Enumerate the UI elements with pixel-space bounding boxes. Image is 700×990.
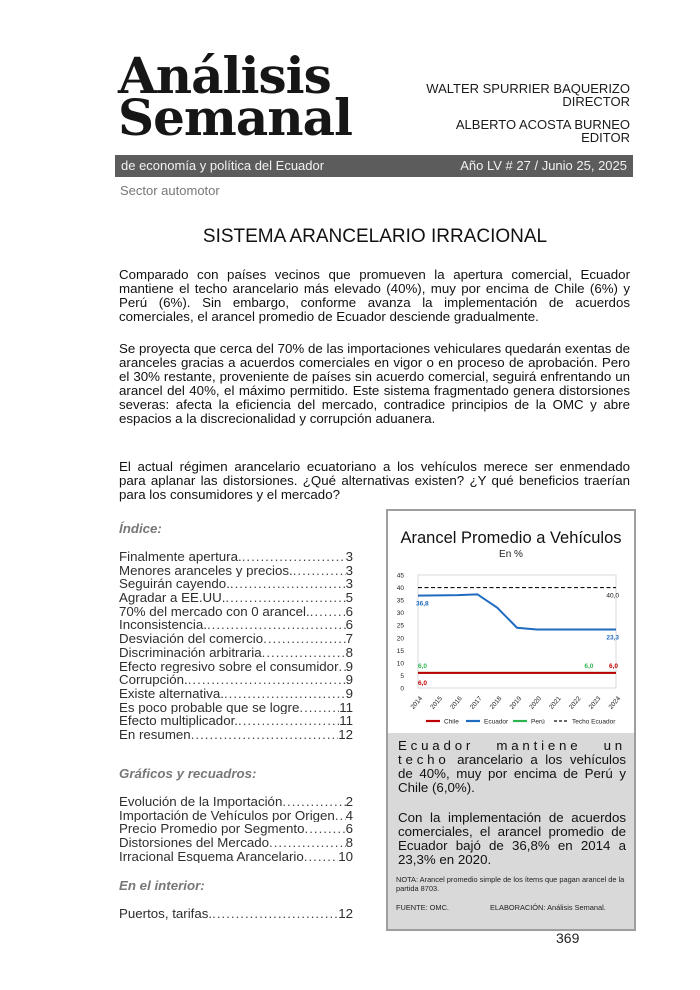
- toc-entry-page: 10: [338, 849, 353, 864]
- toc-entry-label: Es poco probable que se logre: [119, 700, 300, 715]
- toc-index-entry[interactable]: [119, 660, 353, 674]
- x-tick-label: 2018: [488, 695, 504, 711]
- toc-entry-page: 7: [345, 632, 353, 646]
- toc-leader-dots: [299, 701, 339, 715]
- toc-leader-dots: [304, 850, 338, 864]
- editor-role: EDITOR: [581, 130, 630, 145]
- toc-index-entry[interactable]: [119, 673, 353, 687]
- toc-entry-label: 70% del mercado con 0 arancel.: [119, 604, 310, 619]
- toc-entry-label: Inconsistencia.: [119, 618, 207, 633]
- director-role: DIRECTOR: [562, 94, 630, 109]
- toc-entry-label: Distorsiones del Mercado: [119, 836, 270, 850]
- toc-charts-heading: Gráficos y recuadros:: [119, 766, 257, 781]
- chart-title: Arancel Promedio a Vehículos: [400, 529, 622, 547]
- article-title: SISTEMA ARANCELARIO IRRACIONAL: [202, 226, 548, 247]
- toc-index: [119, 521, 353, 742]
- toc-entry-label: Precio Promedio por Segmento: [119, 822, 305, 837]
- toc-entry-page: 9: [345, 686, 353, 701]
- chart-elaboration: ELABORACIÓN: Análisis Semanal.: [490, 903, 606, 912]
- y-tick-label: 10: [396, 660, 404, 668]
- toc-charts-entry[interactable]: [119, 850, 353, 864]
- toc-charts-list: [119, 795, 353, 863]
- toc-leader-dots: [310, 605, 346, 619]
- toc-entry-label: Existe alternativa.: [119, 686, 224, 701]
- x-tick-label: 2016: [449, 695, 464, 711]
- toc-entry-page: 8: [345, 836, 353, 850]
- toc-inside-entry[interactable]: [119, 907, 353, 921]
- toc-leader-dots: [224, 687, 346, 701]
- toc-entry-label: Corrupción.: [119, 673, 188, 687]
- toc-index-list: [119, 550, 353, 742]
- toc-index-heading: Índice:: [119, 521, 162, 536]
- y-tick-label: 45: [396, 572, 404, 580]
- toc-entry-label: Efecto multiplicador.: [119, 714, 238, 728]
- toc-leader-dots: [263, 632, 345, 646]
- sidebar-text-2: Con la implementación de acuerdos comerciales, el arancel promedio de Ecuador bajó de 36,8% en 2014 a 23,3% en 2020.: [398, 810, 626, 867]
- toc-index-entry[interactable]: [119, 577, 353, 591]
- chart-source: FUENTE: OMC.: [396, 903, 449, 912]
- tagline: de economía y política del Ecuador: [121, 158, 325, 173]
- toc-index-entry[interactable]: [119, 550, 353, 564]
- toc-charts-entry[interactable]: [119, 809, 353, 823]
- chile-start-label: 6,0: [418, 679, 428, 687]
- toc-charts-entry[interactable]: [119, 836, 353, 850]
- toc-index-entry[interactable]: [119, 714, 353, 728]
- toc-entry-label: Evolución de la Importación: [119, 795, 283, 809]
- toc-entry-page: 11: [339, 714, 353, 728]
- toc-leader-dots: [238, 714, 339, 728]
- toc-entry-label: Puertos, tarifas.: [119, 907, 213, 921]
- plot-area: [418, 575, 616, 688]
- y-tick-label: 15: [396, 647, 404, 655]
- y-tick-label: 20: [396, 635, 404, 643]
- ecuador-end-label: 23,3: [606, 634, 619, 642]
- toc-leader-dots: [339, 660, 346, 674]
- toc-entry-page: 2: [345, 795, 353, 809]
- page-number: 369: [556, 930, 580, 946]
- toc-leader-dots: [225, 591, 345, 605]
- toc-entry-label: Importación de Vehículos por Origen: [119, 808, 335, 823]
- toc-entry-label: Irracional Esquema Arancelario: [119, 849, 304, 864]
- legend-label: Ecuador: [484, 718, 509, 726]
- peru-start-label: 6,0: [418, 662, 428, 670]
- toc-entry-page: 5: [345, 591, 353, 605]
- toc-leader-dots: [188, 673, 346, 687]
- logo-line-2: Semanal: [118, 88, 352, 147]
- y-tick-label: 30: [396, 610, 404, 618]
- chart-note: NOTA: Arancel promedio simple de los ítems que pagan arancel de la partida 8703.: [396, 875, 625, 893]
- chart-box: [386, 509, 636, 931]
- toc-entry-label: Seguirán cayendo.: [119, 577, 230, 592]
- paragraph-3: El actual régimen arancelario ecuatoriano a los vehículos merece ser enmendado para aplanar las distorsiones. ¿Qué alternativas existen? ¿Y qué beneficios traerían para los consumidores y el mercado?: [119, 459, 630, 502]
- ecuador-start-label: 36,8: [416, 600, 429, 608]
- y-tick-label: 40: [396, 585, 404, 593]
- x-tick-label: 2017: [468, 695, 484, 711]
- toc-charts-entry[interactable]: [119, 822, 353, 836]
- toc-leader-dots: [207, 618, 346, 632]
- x-tick-label: 2021: [548, 695, 563, 711]
- toc-entry-page: 3: [345, 577, 353, 592]
- x-tick-label: 2024: [607, 695, 623, 711]
- legend-label: Techo Ecuador: [572, 718, 616, 726]
- toc-entry-label: En resumen: [119, 727, 191, 742]
- masthead-logo: [118, 46, 352, 147]
- staff-block: [426, 82, 630, 144]
- toc-index-entry[interactable]: [119, 646, 353, 660]
- toc-index-entry[interactable]: [119, 632, 353, 646]
- x-tick-label: 2022: [567, 695, 583, 711]
- toc-entry-page: 12: [338, 727, 353, 742]
- toc-entry-page: 6: [345, 822, 353, 837]
- toc-entry-page: 4: [345, 808, 353, 823]
- toc-index-entry[interactable]: [119, 687, 353, 701]
- toc-entry-page: 3: [345, 550, 353, 564]
- masthead-bar: [115, 155, 633, 177]
- x-tick-label: 2015: [429, 695, 444, 711]
- y-tick-label: 25: [396, 622, 404, 630]
- toc-inside-list: [119, 907, 353, 921]
- line-chart: [388, 563, 634, 733]
- toc-index-entry[interactable]: [119, 591, 353, 605]
- y-tick-label: 5: [400, 672, 404, 680]
- sidebar-text-1: Ecuador mantiene un techo arancelario a los vehículos de 40%, muy por encima de Perú y Chile (6,0%).: [398, 738, 626, 795]
- series-line-ecuador: [418, 594, 616, 629]
- toc-index-entry[interactable]: [119, 618, 353, 632]
- chile-end-label: 6,0: [608, 662, 618, 670]
- toc-entry-page: 6: [345, 618, 353, 633]
- y-tick-label: 0: [400, 685, 404, 693]
- x-tick-label: 2019: [508, 695, 524, 711]
- toc-leader-dots: [293, 564, 346, 578]
- x-tick-label: 2020: [528, 695, 543, 711]
- toc-leader-dots: [305, 822, 346, 836]
- toc-inside-heading: En el interior:: [119, 878, 205, 893]
- paragraph-1: Comparado con países vecinos que promueven la apertura comercial, Ecuador mantiene el techo arancelario más elevado (40%), muy por encima de Chile (6%) y Perú (6%). Sin embargo, conforme avanza la implementación de acuerdos comerciales, el arancel promedio de Ecuador desciende gradualmente.: [119, 267, 630, 324]
- toc-index-entry[interactable]: [119, 564, 353, 578]
- toc-leader-dots: [191, 728, 339, 742]
- x-tick-label: 2014: [409, 695, 425, 711]
- toc-leader-dots: [230, 577, 346, 591]
- toc-entry-label: Finalmente apertura.: [119, 550, 242, 564]
- toc-entry-page: 9: [345, 673, 353, 687]
- y-tick-label: 35: [396, 597, 404, 605]
- toc-index-entry[interactable]: [119, 701, 353, 715]
- toc-entry-label: Menores aranceles y precios.: [119, 563, 293, 578]
- logo-line-1: Análisis: [118, 46, 331, 105]
- toc-leader-dots: [282, 795, 345, 809]
- techo-end-label: 40,0: [606, 592, 619, 600]
- peru-2022-label: 6,0: [584, 662, 594, 670]
- toc-leader-dots: [262, 646, 346, 660]
- toc-entry-page: 11: [339, 700, 353, 715]
- x-tick-label: 2023: [587, 695, 603, 711]
- toc-charts: [119, 766, 353, 863]
- toc-index-entry[interactable]: [119, 605, 353, 619]
- toc-inside: [119, 878, 353, 921]
- toc-leader-dots: [242, 550, 346, 564]
- toc-leader-dots: [212, 907, 338, 921]
- toc-entry-label: Agradar a EE.UU.: [119, 591, 226, 605]
- toc-entry-page: 12: [338, 907, 353, 921]
- editor-name: ALBERTO ACOSTA BURNEO: [455, 117, 630, 132]
- toc-entry-page: 3: [345, 563, 353, 578]
- section-label: Sector automotor: [120, 183, 220, 198]
- toc-leader-dots: [335, 809, 346, 823]
- toc-entry-page: 8: [345, 645, 353, 660]
- legend-label: Chile: [444, 718, 459, 726]
- toc-entry-page: 6: [345, 604, 353, 619]
- toc-index-entry[interactable]: [119, 728, 353, 742]
- director-name: WALTER SPURRIER BAQUERIZO: [426, 81, 630, 96]
- toc-entry-page: 9: [345, 659, 353, 674]
- legend-label: Perú: [531, 718, 545, 726]
- issue-info: Año LV # 27 / Junio 25, 2025: [460, 158, 627, 173]
- toc-leader-dots: [269, 836, 346, 850]
- toc-entry-label: Efecto regresivo sobre el consumidor: [119, 659, 339, 674]
- paragraph-2: Se proyecta que cerca del 70% de las importaciones vehiculares quedarán exentas de aranceles gracias a acuerdos comerciales en vigor o en proceso de aprobación. Pero el 30% restante, proveniente de países sin acuerdo comercial, seguirá enfrentando un arancel del 40%, el máximo permitido. Este sistema fragmentado genera distorsiones severas: afecta la eficiencia del mercado, contradice principios de la OMC y abre espacios a la discrecionalidad y corrupción aduanera.: [119, 341, 630, 426]
- chart-subtitle: En %: [499, 549, 523, 560]
- toc-entry-label: Desviación del comercio: [119, 632, 264, 646]
- toc-charts-entry[interactable]: [119, 795, 353, 809]
- toc-entry-label: Discriminación arbitraria: [119, 645, 262, 660]
